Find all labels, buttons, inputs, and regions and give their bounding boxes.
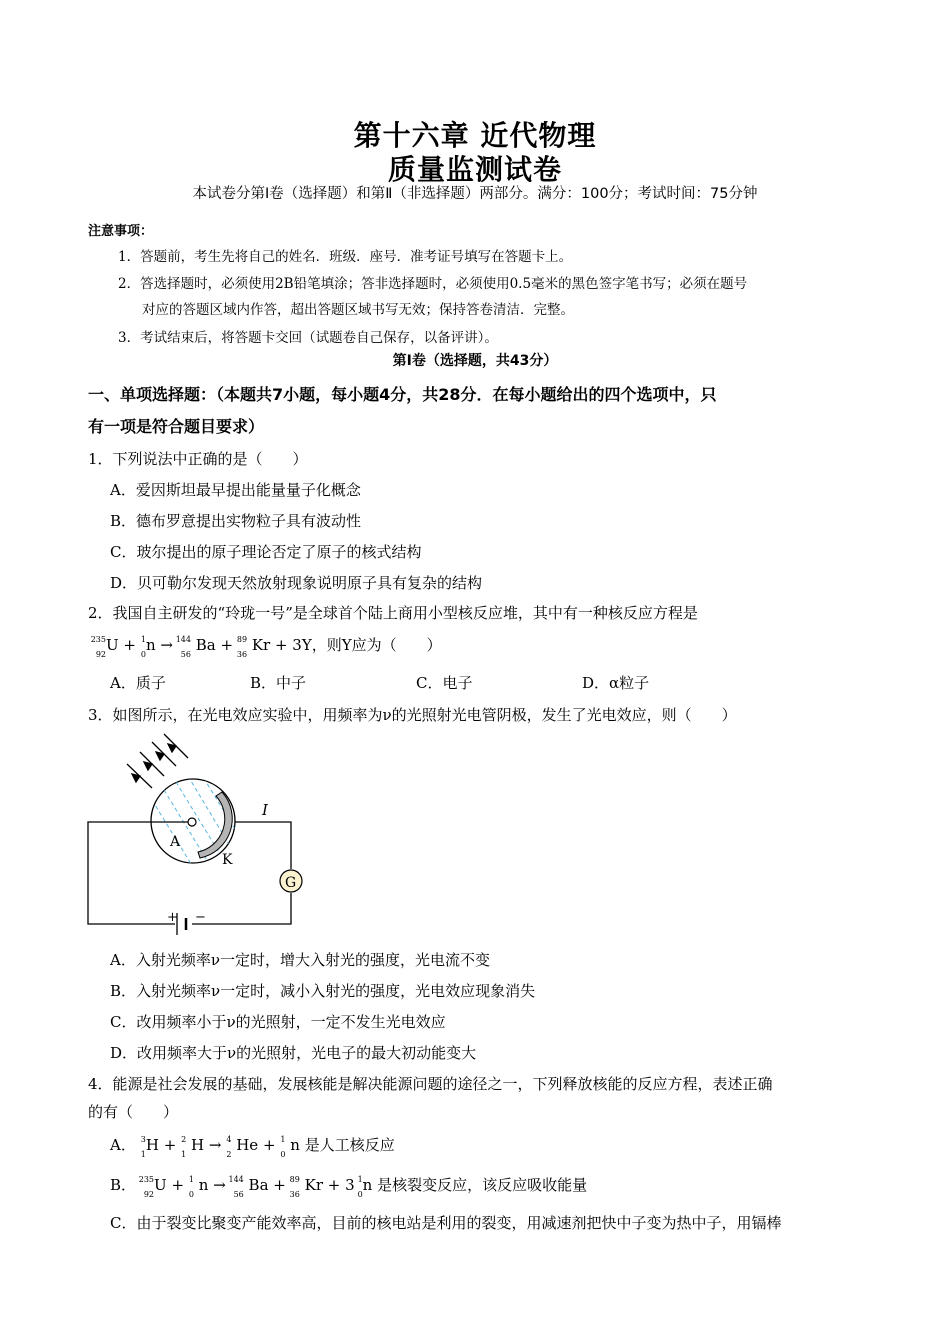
question-4-option-a-prefix: A． [110,1136,136,1154]
question-1-option-a: A．爱因斯坦最早提出能量量子化概念 [110,481,361,499]
part-one-heading: 一、单项选择题：（本题共7小题，每小题4分，共28分．在每小题给出的四个选项中，只 [88,385,717,404]
fusion-equation: 3 1 H + 2 1 H → 4 2 He + 1 0 n [140,1135,305,1159]
anode-electrode [188,818,196,826]
question-4-stem-cont: 的有（ ） [88,1103,179,1121]
question-4-option-a-tail: 是人工核反应 [304,1136,395,1154]
galvanometer-label: G [285,875,297,891]
question-3-option-c: C．改用频率小于ν的光照射，一定不发生光电效应 [110,1013,446,1031]
question-4-option-b [110,1174,588,1199]
question-2-option-b: B．中子 [250,674,307,692]
photoelectric-circuit-figure [80,730,320,940]
question-1-option-c: C．玻尔提出的原子理论否定了原子的核式结构 [110,543,422,561]
question-3-option-b: B．入射光频率ν一定时，减小入射光的强度，光电效应现象消失 [110,982,536,1000]
question-2-stem: 2．我国自主研发的“玲珑一号”是全球首个陆上商用小型核反应堆，其中有一种核反应方程是 [88,604,698,622]
question-3-stem: 3．如图所示，在光电效应实验中，用频率为ν的光照射光电管阴极，发生了光电效应，则（ ） [88,706,737,724]
question-2-equation-tail: ，则Y应为（ ） [311,636,442,654]
question-4-option-a [110,1134,395,1159]
exam-subtitle: 本试卷分第Ⅰ卷（选择题）和第Ⅱ（非选择题）两部分。满分：100分；考试时间：75分钟 [192,186,758,202]
question-4-option-b-tail: 是核裂变反应，该反应吸收能量 [377,1176,588,1194]
question-3-option-a: A．入射光频率ν一定时，增大入射光的强度，光电流不变 [110,951,490,969]
question-1-stem: 1．下列说法中正确的是（ ） [88,450,308,468]
exam-title-line2: 质量监测试卷 [387,153,562,186]
note-item-3: 3．考试结束后，将答题卡交回（试题卷自己保存，以备评讲）。 [118,330,498,346]
question-4-option-b-prefix: B． [110,1176,137,1194]
question-2-options [110,672,870,694]
note-item-2-cont: 对应的答题区域内作答，超出答题区域书写无效；保持答卷清洁．完整。 [142,302,574,318]
fission-equation: 235 92 U + 1 0 n → 144 56 Ba + 89 36 Kr + 3 1 0 n [138,1175,378,1199]
section-heading: 第Ⅰ卷（选择题，共43分） [392,353,558,369]
notes-heading: 注意事项： [88,224,154,239]
question-3-option-d: D．改用频率大于ν的光照射，光电子的最大初动能变大 [110,1044,477,1062]
question-2-option-c: C．电子 [416,674,473,692]
question-1-option-b: B．德布罗意提出实物粒子具有波动性 [110,512,362,530]
question-2-option-d: D．α粒子 [582,674,650,692]
incident-light-arrows [127,734,188,788]
question-1-option-d: D．贝可勒尔发现天然放射现象说明原子具有复杂的结构 [110,574,483,592]
question-2-equation-line [88,634,442,659]
note-item-1: 1．答题前，考生先将自己的姓名．班级．座号．准考证号填写在答题卡上。 [118,249,573,265]
cathode-label: K [222,852,233,868]
note-item-2: 2．答选择题时，必须使用2B铅笔填涂；答非选择题时，必须使用0.5毫米的黑色签字笔书写；必须在题号 [118,276,748,292]
battery-plus-label: + [167,910,178,925]
question-4-stem: 4．能源是社会发展的基础，发展核能是解决能源问题的途径之一，下列释放核能的反应方程，表述正确 [88,1075,773,1093]
question-2-option-a: A．质子 [110,674,166,692]
nuclear-equation: 235 92 U + 1 0 n → 144 56 Ba + 89 36 Kr + 3Y [90,635,312,659]
current-label: I [262,801,268,819]
battery-minus-label: − [195,910,206,925]
exam-title-line1: 第十六章 近代物理 [353,119,597,152]
question-4-option-c: C．由于裂变比聚变产能效率高，目前的核电站是利用的裂变，用减速剂把快中子变为热中子，用镉棒 [110,1214,782,1232]
anode-label: A [170,834,181,850]
part-one-heading-cont: 有一项是符合题目要求） [88,417,265,436]
